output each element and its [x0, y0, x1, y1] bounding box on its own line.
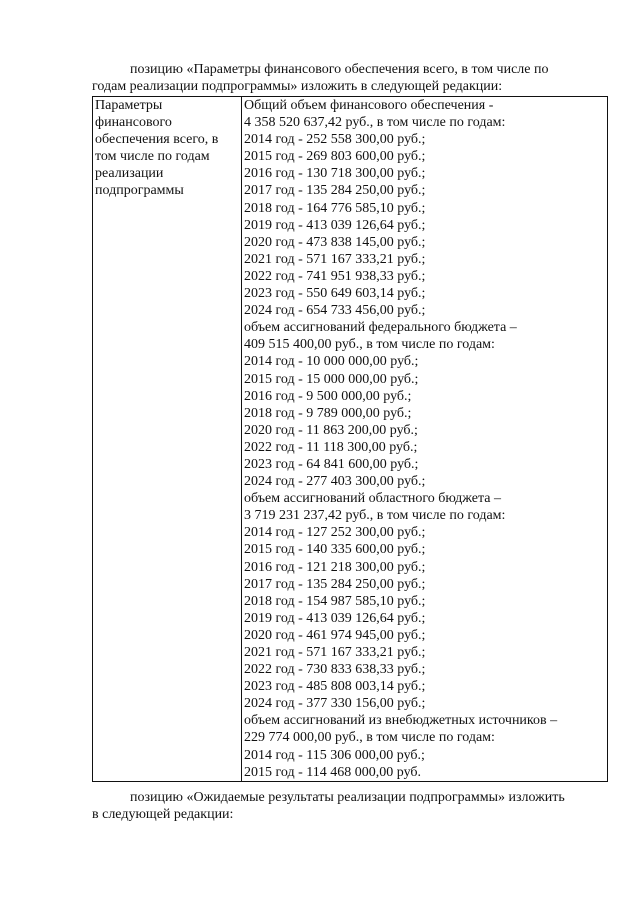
value-line: 2017 год - 135 284 250,00 руб.; — [244, 183, 426, 199]
value-line: 409 515 400,00 руб., в том числе по годам: — [244, 337, 495, 353]
value-line: 2019 год - 413 039 126,64 руб.; — [244, 610, 426, 626]
value-line: 2018 год - 164 776 585,10 руб.; — [244, 200, 426, 216]
value-line: 2016 год - 121 218 300,00 руб.; — [244, 559, 426, 575]
label-line: подпрограммы — [95, 183, 184, 199]
value-line: 2016 год - 130 718 300,00 руб.; — [244, 166, 426, 182]
value-line: объем ассигнований областного бюджета – — [244, 491, 501, 507]
value-line: 2014 год - 10 000 000,00 руб.; — [244, 354, 419, 370]
value-line: 2024 год - 654 733 456,00 руб.; — [244, 303, 426, 319]
value-line: 2022 год - 730 833 638,33 руб.; — [244, 662, 426, 678]
value-line: 2023 год - 485 808 003,14 руб.; — [244, 679, 426, 695]
value-line: 2016 год - 9 500 000,00 руб.; — [244, 388, 412, 404]
value-line: Общий объем финансового обеспечения - — [244, 98, 494, 113]
value-line: 2023 год - 550 649 603,14 руб.; — [244, 286, 426, 302]
financing-parameters-table — [92, 96, 608, 782]
intro-line: позицию «Параметры финансового обеспечения всего, в том числе по — [130, 62, 549, 77]
value-line: 2014 год - 115 306 000,00 руб.; — [244, 747, 425, 763]
value-line: 2024 год - 277 403 300,00 руб.; — [244, 474, 426, 490]
value-line: 2018 год - 154 987 585,10 руб.; — [244, 593, 426, 609]
value-line: 2024 год - 377 330 156,00 руб.; — [244, 696, 426, 712]
value-line: 2014 год - 252 558 300,00 руб.; — [244, 132, 426, 148]
value-line: 2020 год - 461 974 945,00 руб.; — [244, 627, 426, 643]
intro-line: годам реализации подпрограммы» изложить в следующей редакции: — [92, 79, 503, 94]
label-line: обеспечения всего, в — [95, 132, 219, 148]
value-line: 229 774 000,00 руб., в том числе по годам: — [244, 730, 495, 746]
value-line: 4 358 520 637,42 руб., в том числе по годам: — [244, 115, 506, 131]
value-line: 2021 год - 571 167 333,21 руб.; — [244, 645, 426, 660]
label-line: том числе по годам — [95, 149, 210, 165]
outro-line: в следующей редакции: — [92, 807, 234, 822]
label-line: реализации — [95, 166, 164, 182]
value-line: объем ассигнований федерального бюджета – — [244, 320, 517, 336]
value-line: 2017 год - 135 284 250,00 руб.; — [244, 576, 426, 592]
value-line: 2020 год - 473 838 145,00 руб.; — [244, 234, 426, 250]
parameter-value-cell — [242, 97, 608, 782]
value-line: объем ассигнований из внебюджетных источников – — [244, 713, 558, 729]
value-line: 2022 год - 11 118 300,00 руб.; — [244, 439, 418, 455]
value-line: 2014 год - 127 252 300,00 руб.; — [244, 525, 426, 541]
value-line: 3 719 231 237,42 руб., в том числе по годам: — [244, 508, 506, 524]
value-line: 2019 год - 413 039 126,64 руб.; — [244, 217, 426, 233]
value-line: 2022 год - 741 951 938,33 руб.; — [244, 268, 426, 284]
value-line: 2015 год - 15 000 000,00 руб.; — [244, 371, 419, 387]
value-line: 2015 год - 269 803 600,00 руб.; — [244, 149, 426, 165]
label-line: Параметры — [95, 98, 163, 113]
table-row — [93, 97, 608, 782]
value-line: 2015 год - 114 468 000,00 руб. — [244, 764, 422, 780]
value-line: 2015 год - 140 335 600,00 руб.; — [244, 542, 426, 558]
parameter-label-cell — [93, 97, 242, 782]
value-line: 2021 год - 571 167 333,21 руб.; — [244, 251, 426, 267]
value-line: 2018 год - 9 789 000,00 руб.; — [244, 405, 412, 421]
outro-paragraph — [92, 789, 612, 823]
intro-paragraph — [92, 61, 612, 95]
value-line: 2020 год - 11 863 200,00 руб.; — [244, 422, 418, 438]
value-line: 2023 год - 64 841 600,00 руб.; — [244, 456, 419, 472]
outro-line: позицию «Ожидаемые результаты реализации подпрограммы» изложить — [130, 790, 565, 805]
label-line: финансового — [95, 115, 172, 131]
